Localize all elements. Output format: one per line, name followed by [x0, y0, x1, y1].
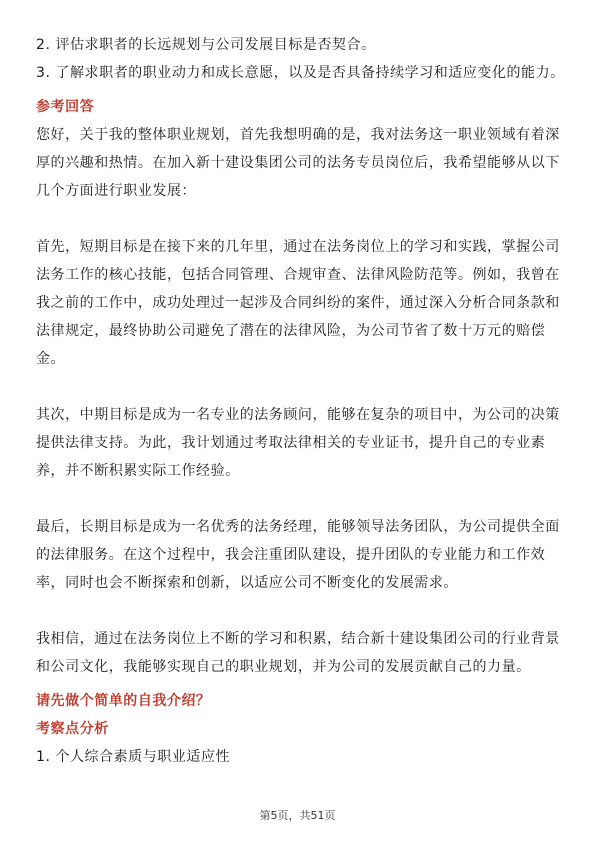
answer-line: 您好，关于我的整体职业规划，首先我想明确的是，我对法务这一职业领域有着深: [36, 127, 560, 143]
answer-line: 最后，长期目标是成为一名优秀的法务经理，能够领导法务团队，为公司提供全面: [36, 519, 560, 535]
intro-point: 3. 了解求职者的职业动力和成长意愿，以及是否具备持续学习和适应变化的能力。: [36, 65, 565, 81]
analysis-heading: 考察点分析: [36, 721, 109, 737]
answer-line: 我相信，通过在法务岗位上不断的学习和积累，结合新十建设集团公司的行业背景: [36, 631, 560, 647]
answer-line: 首先，短期目标是在接下来的几年里，通过在法务岗位上的学习和实践，掌握公司: [36, 239, 560, 255]
page-number: 第5页，共51页: [259, 809, 336, 822]
answer-line: 法务工作的核心技能，包括合同管理、合规审查、法律风险防范等。例如，我曾在: [36, 267, 560, 283]
answer-line: 养，并不断积累实际工作经验。: [36, 463, 240, 479]
answer-line: 法律规定，最终协助公司避免了潜在的法律风险，为公司节省了数十万元的赔偿: [36, 323, 546, 339]
answer-line: 其次，中期目标是成为一名专业的法务顾问，能够在复杂的项目中，为公司的决策: [36, 407, 560, 423]
answer-line: 我之前的工作中，成功处理过一起涉及合同纠纷的案件，通过深入分析合同条款和: [36, 295, 560, 311]
analysis-point: 1. 个人综合素质与职业适应性: [36, 749, 231, 765]
next-question: 请先做个简单的自我介绍？: [36, 693, 211, 709]
answer-line: 提供法律支持。为此，我计划通过考取法律相关的专业证书，提升自己的专业素: [36, 435, 546, 451]
answer-line: 和公司文化，我能够实现自己的职业规划，并为公司的发展贡献自己的力量。: [36, 659, 531, 675]
answer-heading: 参考回答: [36, 99, 95, 115]
intro-point: 2. 评估求职者的长远规划与公司发展目标是否契合。: [36, 37, 376, 53]
answer-line: 金。: [36, 351, 66, 367]
answer-line: 的法律服务。在这个过程中，我会注重团队建设，提升团队的专业能力和工作效: [36, 547, 546, 563]
answer-line: 几个方面进行职业发展：: [36, 183, 197, 199]
answer-line: 厚的兴趣和热情。在加入新十建设集团公司的法务专员岗位后，我希望能够从以下: [36, 155, 560, 171]
answer-line: 率，同时也会不断探索和创新，以适应公司不断变化的发展需求。: [36, 575, 458, 591]
